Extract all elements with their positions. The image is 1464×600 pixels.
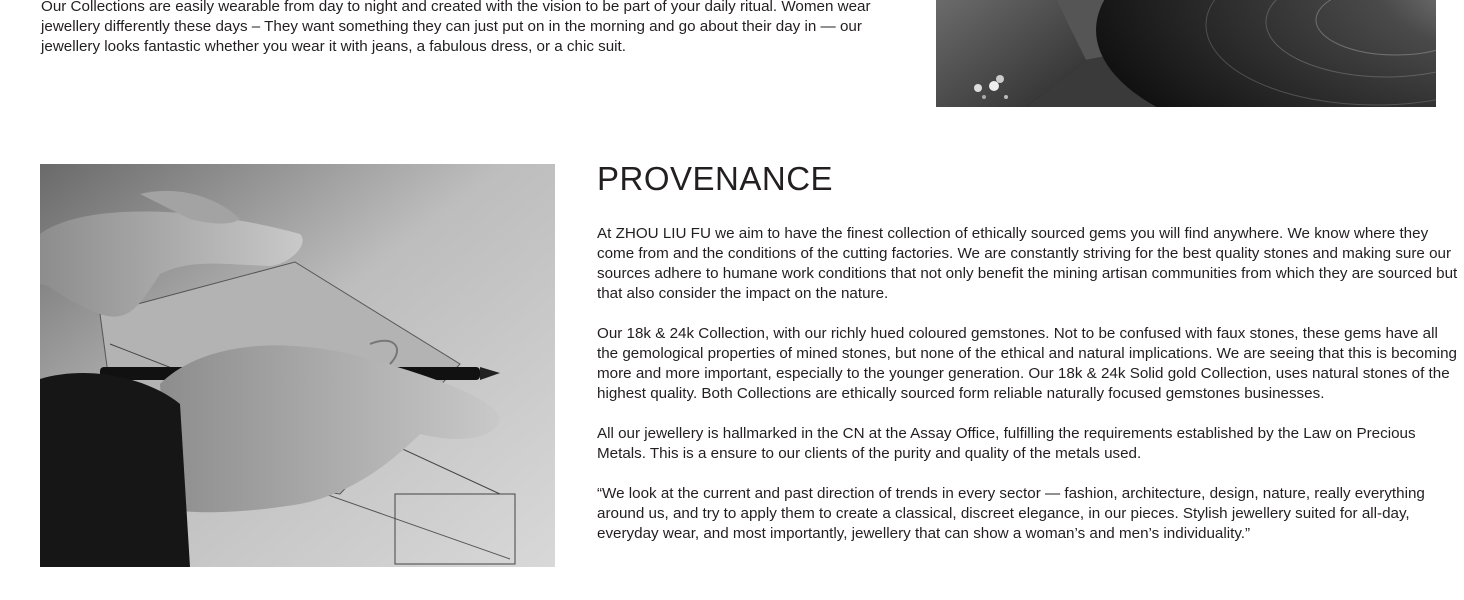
provenance-section bbox=[597, 160, 1459, 544]
provenance-paragraph-hallmark: All our jewellery is hallmarked in the CN at the Assay Office, fulfilling the requirements established by the Law on Precious Metals. This is a ensure to our clients of the purity and quality of the metals used. bbox=[597, 425, 1416, 462]
provenance-paragraph-quote: “We look at the current and past direction of trends in every sector — fashion, architecture, design, nature, really everything around us, and try to apply them to create a classical, discreet elegance, in our pieces. Stylish jewellery suited for all-day, everyday wear, and most importantly, jewellery that can show a woman’s and men’s individuality.” bbox=[597, 485, 1425, 542]
jewellery-design-sketch-photo bbox=[40, 164, 555, 567]
provenance-paragraph-sourcing: At ZHOU LIU FU we aim to have the finest collection of ethically sourced gems you will find anywhere. We know where they come from and the conditions of the cutting factories. We are constantly striving for the best quality stones and making sure our sources adhere to humane work conditions that not only benefit the mining artisan communities from which they are sourced but that also consider the impact on the nature. bbox=[597, 225, 1458, 302]
collections-paragraph: Our Collections are easily wearable from day to night and created with the vision to be part of your daily ritual. Women wear jewellery differently these days – They want something they can just put on in the morning and go about their day in — our jewellery looks fantastic whether you wear it with jeans, a fabulous dress, or a chic suit. bbox=[41, 0, 871, 55]
gemstone-cutting-photo bbox=[936, 0, 1436, 107]
provenance-paragraph-collection: Our 18k & 24k Collection, with our richly hued coloured gemstones. Not to be confused with faux stones, these gems have all the gemological properties of mined stones, but none of the ethical and natural implications. We are seeing that this is becoming more and more important, especially to the younger generation. Our 18k & 24k Solid gold Collection, uses natural stones of the highest quality. Both Collections are ethically sourced form reliable naturally focused gemstones businesses. bbox=[597, 325, 1457, 402]
provenance-title: PROVENANCE bbox=[597, 160, 834, 197]
